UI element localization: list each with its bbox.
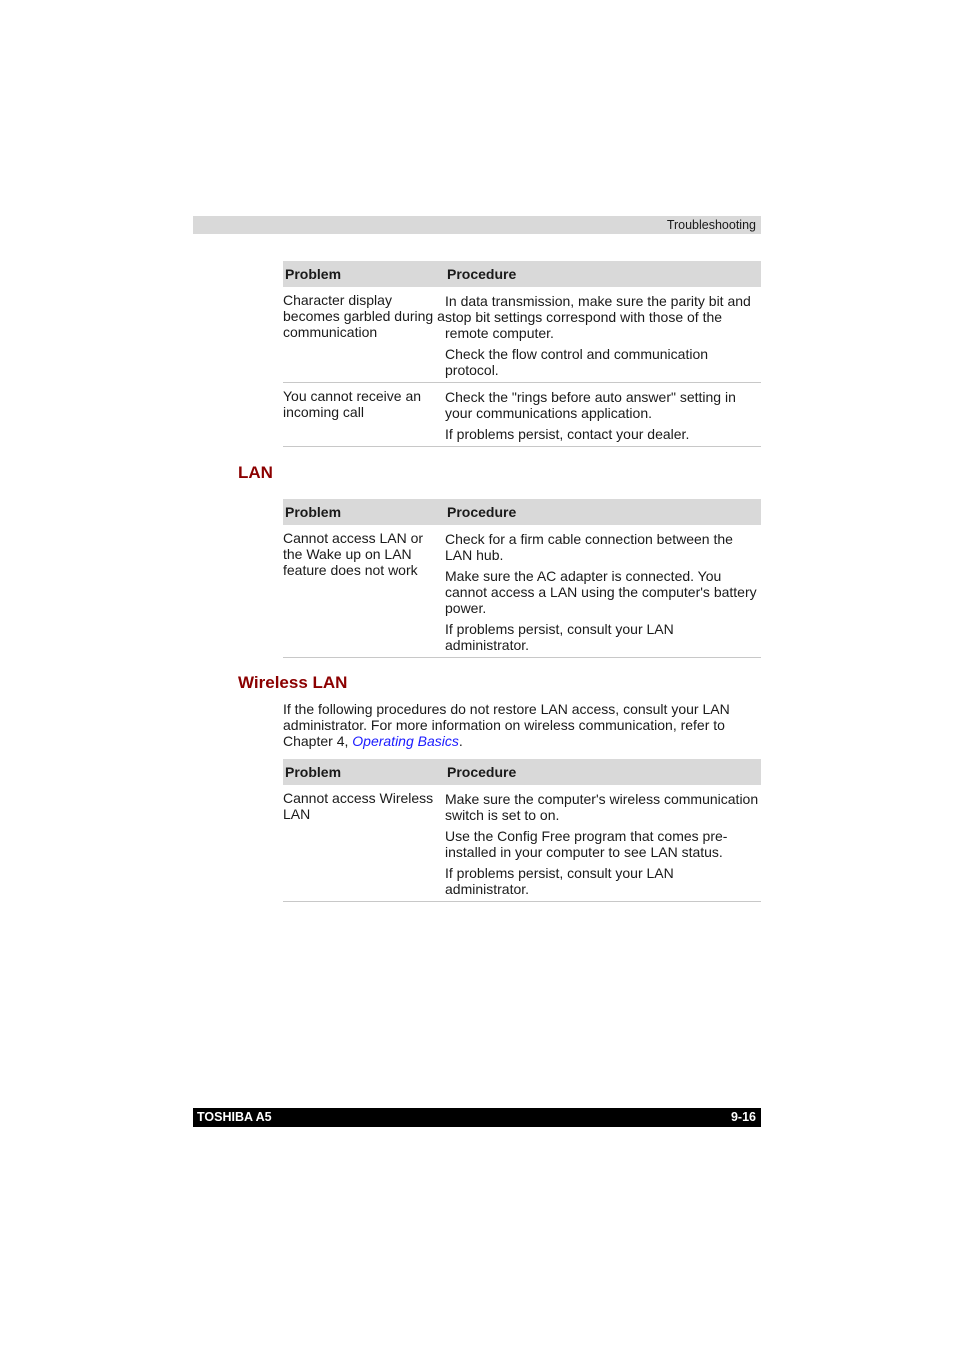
procedure-step: If problems persist, consult your LAN administrator.: [445, 865, 674, 897]
procedure-step: Check for a firm cable connection between the LAN hub.: [445, 531, 733, 563]
problem-cell: You cannot receive an incoming call: [283, 383, 445, 447]
table-row: [283, 785, 761, 902]
wireless-lan-intro: [283, 701, 761, 749]
problem-cell: Character display becomes garbled during a communication: [283, 287, 445, 383]
running-header: [193, 216, 761, 234]
table-row: [283, 525, 761, 658]
table-header-row: [283, 759, 761, 785]
footer-brand: TOSHIBA A5: [197, 1110, 272, 1124]
lan-heading: LAN: [238, 463, 273, 482]
table-row: [283, 383, 761, 447]
problem-cell: Cannot access LAN or the Wake up on LAN feature does not work: [283, 525, 445, 658]
intro-text-end: .: [458, 733, 463, 749]
column-header-problem: Problem: [283, 499, 445, 525]
procedure-cell: [445, 383, 761, 447]
procedure-step: Make sure the AC adapter is connected. You cannot access a LAN using the computer's battery power.: [445, 568, 757, 616]
problem-cell: Cannot access Wireless LAN: [283, 785, 445, 902]
page-number: 9-16: [730, 1110, 756, 1124]
procedure-step: If problems persist, contact your dealer.: [445, 426, 690, 442]
table-header-row: [283, 499, 761, 525]
procedure-step: Check the "rings before auto answer" setting in your communications application.: [445, 389, 736, 421]
procedure-cell: [445, 525, 761, 658]
header-section-name: Troubleshooting: [666, 218, 756, 232]
column-header-procedure: Procedure: [445, 499, 761, 525]
wireless-lan-heading: Wireless LAN: [238, 673, 348, 692]
modem-problem-table: [283, 261, 761, 447]
intro-text: If the following procedures do not restore LAN access, consult your LAN administrator. For more information on wireless communication, refer to Chapter 4,: [283, 701, 730, 749]
procedure-cell: [445, 287, 761, 383]
procedure-step: Use the Config Free program that comes pre-installed in your computer to see LAN status.: [445, 828, 728, 860]
wireless-lan-problem-table: [283, 759, 761, 902]
lan-problem-table: [283, 499, 761, 658]
table-row: [283, 287, 761, 383]
page-footer: [193, 1108, 761, 1127]
procedure-step: Make sure the computer's wireless communication switch is set to on.: [445, 791, 759, 823]
table-header-row: [283, 261, 761, 287]
procedure-cell: [445, 785, 761, 902]
column-header-procedure: Procedure: [445, 759, 761, 785]
operating-basics-link[interactable]: Operating Basics: [352, 733, 459, 749]
column-header-problem: Problem: [283, 261, 445, 287]
procedure-step: If problems persist, consult your LAN administrator.: [445, 621, 674, 653]
procedure-step: Check the flow control and communication protocol.: [445, 346, 709, 378]
column-header-problem: Problem: [283, 759, 445, 785]
procedure-step: In data transmission, make sure the parity bit and stop bit settings correspond with those of the remote computer.: [445, 293, 751, 341]
column-header-procedure: Procedure: [445, 261, 761, 287]
